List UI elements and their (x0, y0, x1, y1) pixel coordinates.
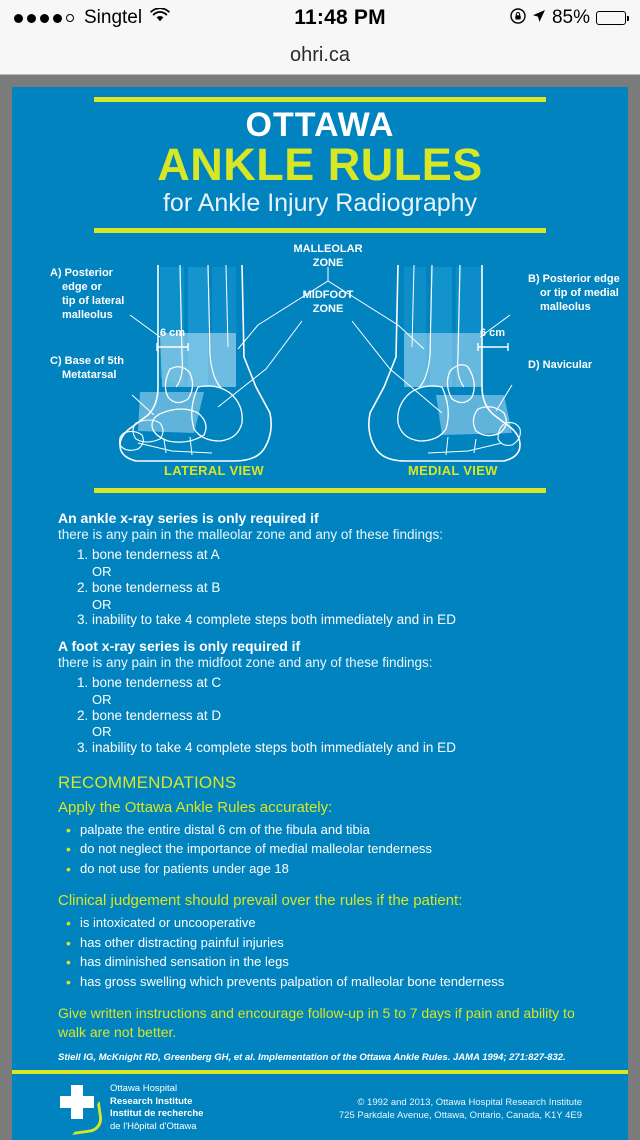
list-item: • is intoxicated or uncooperative (78, 913, 582, 933)
label-b: B) Posterior edge or tip of medial malleolus (528, 273, 620, 313)
ohri-logo-icon (58, 1083, 100, 1127)
ankle-diagram (12, 237, 628, 480)
list-item: • has diminished sensation in the legs (78, 952, 582, 972)
copyright-line-2: 725 Parkdale Avenue, Ottawa, Ontario, Canada, K1Y 4E9 (338, 1110, 582, 1122)
citation-text: Stiell IG, McKnight RD, Greenberg GH, et al. Implementation of the Ottawa Ankle Rules. JAMA 1994; 271:827-832. (58, 1051, 566, 1063)
status-bar-clock: 11:48 PM (294, 6, 386, 29)
list-item (92, 547, 582, 579)
list-item (92, 708, 582, 740)
logo-line-2: Research Institute (110, 1095, 193, 1107)
signal-dot (27, 14, 36, 23)
status-bar-left (14, 7, 170, 29)
recommendations-group2-lead: Clinical judgement should prevail over the rules if the patient: (58, 892, 463, 910)
label-c: C) Base of 5th Metatarsal (50, 355, 124, 382)
signal-dot-empty (66, 14, 74, 22)
battery-percentage: 85% (551, 7, 590, 28)
finding-text: inability to take 4 complete steps both immediately and in ED (92, 740, 456, 756)
recommendations-group1-list (58, 820, 582, 879)
signal-dot (53, 14, 62, 23)
connector-or: OR (92, 724, 112, 740)
copyright-block (339, 1096, 582, 1123)
list-item: • do not neglect the importance of medial malleolar tenderness (78, 839, 582, 859)
list-item: • do not use for patients under age 18 (78, 859, 582, 879)
list-item (92, 612, 582, 629)
finding-text: bone tenderness at B (92, 579, 221, 595)
wifi-icon (150, 7, 170, 29)
list-item: • has other distracting painful injuries (78, 933, 582, 953)
logo-line-3: Institut de recherche (110, 1108, 204, 1120)
view-label-lateral: LATERAL VIEW (164, 463, 264, 479)
finding-text: bone tenderness at A (92, 547, 220, 563)
poster-title-ottawa: OTTAWA (245, 106, 395, 144)
zone-label-midfoot: MIDFOOT ZONE (302, 289, 354, 316)
ankle-rule-lead: there is any pain in the malleolar zone and any of these findings: (58, 527, 443, 543)
copyright-line-1: © 1992 and 2013, Ottawa Hospital Research Institute (357, 1096, 582, 1108)
list-item (92, 675, 582, 707)
list-item: • has gross swelling which prevents palpation of malleolar bone tenderness (78, 972, 582, 992)
poster-subtitle: for Ankle Injury Radiography (162, 188, 478, 217)
finding-text: bone tenderness at C (92, 675, 222, 691)
view-label-medial: MEDIAL VIEW (408, 463, 498, 479)
divider-under-title (94, 228, 546, 233)
list-item (92, 740, 582, 757)
recommendations-title: RECOMMENDATIONS (58, 772, 237, 792)
list-item (92, 580, 582, 612)
signal-strength-dots (14, 14, 74, 23)
url-text: ohri.ca (289, 43, 351, 66)
closing-statement: Give written instructions and encourage follow-up in 5 to 7 days if pain and ability to walk are not better. (58, 1005, 575, 1040)
battery-icon (596, 11, 626, 25)
ottawa-ankle-rules-poster (12, 87, 628, 1140)
signal-dot (14, 14, 23, 23)
finding-text: inability to take 4 complete steps both immediately and in ED (92, 612, 456, 628)
poster-title-ankle-rules: ANKLE RULES (157, 138, 483, 190)
ohri-logo-text (110, 1083, 203, 1134)
signal-dot (40, 14, 49, 23)
logo-line-4: de l'Hôpital d'Ottawa (110, 1121, 197, 1133)
foot-rule-lead: there is any pain in the midfoot zone and any of these findings: (58, 655, 433, 671)
connector-or: OR (92, 692, 112, 708)
measurement-left-6cm: 6 cm (160, 327, 186, 340)
connector-or: OR (92, 564, 112, 580)
finding-text: bone tenderness at D (92, 707, 222, 723)
zone-label-malleolar: MALLEOLAR ZONE (293, 243, 363, 270)
medial-view-drawing (369, 265, 520, 461)
carrier-name: Singtel (84, 7, 143, 28)
label-d: D) Navicular (528, 359, 593, 372)
label-a: A) Posterior edge or tip of lateral malleolus (50, 267, 125, 321)
ankle-rule-list (58, 547, 582, 629)
status-bar-right (510, 7, 626, 29)
measurement-right-6cm: 6 cm (480, 327, 506, 340)
ankle-rule-heading: An ankle x-ray series is only required if (58, 510, 319, 527)
recommendations-group2-list (58, 913, 582, 991)
lock-icon (510, 8, 526, 29)
ios-status-bar (0, 0, 640, 36)
browser-page-area (0, 75, 640, 1140)
list-item: • palpate the entire distal 6 cm of the fibula and tibia (78, 820, 582, 840)
poster-footer (12, 1070, 628, 1134)
browser-url-bar[interactable] (0, 36, 640, 75)
poster-title-block (12, 102, 628, 219)
poster-body (12, 493, 628, 1063)
location-arrow-icon (532, 9, 546, 27)
connector-or: OR (92, 596, 112, 612)
foot-rule-heading: A foot x-ray series is only required if (58, 638, 301, 655)
recommendations-group1-lead: Apply the Ottawa Ankle Rules accurately: (58, 798, 333, 816)
logo-line-1: Ottawa Hospital (110, 1082, 178, 1094)
logo-swoosh-icon (68, 1101, 104, 1135)
foot-rule-list (58, 675, 582, 757)
